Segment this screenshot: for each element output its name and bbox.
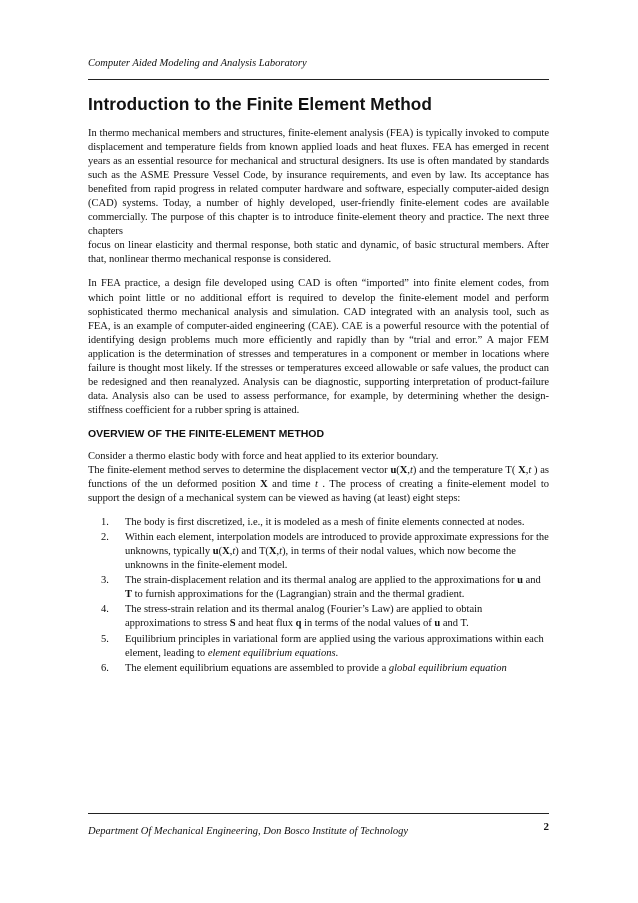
steps-list bbox=[88, 516, 549, 676]
running-header: Computer Aided Modeling and Analysis Laboratory bbox=[88, 58, 307, 69]
list-item: 1. The body is first discretized, i.e., it is modeled as a mesh of finite elements connected at nodes. bbox=[101, 517, 525, 529]
list-item: 6. The element equilibrium equations are assembled to provide a global equilibrium equation bbox=[101, 662, 507, 674]
header-rule bbox=[88, 79, 549, 80]
overview-heading: OVERVIEW OF THE FINITE-ELEMENT METHOD bbox=[88, 427, 325, 440]
overview-paragraph: The finite-element method serves to determine the displacement vector u(X,t) and the temperature T( X,t ) as functions of the un deformed position X and time t . The process of creating a finite-element model to support the design of a mechanical system can be viewed as having (at least) eight steps: bbox=[88, 464, 550, 505]
intro-paragraph-2: focus on linear elasticity and thermal response, both static and dynamic, of basic structural members. After that, nonlinear thermo mechanical response is considered. bbox=[88, 240, 549, 266]
footer-text: Department Of Mechanical Engineering, Don Bosco Institute of Technology bbox=[88, 826, 409, 837]
list-item: 4. The stress-strain relation and its thermal analog (Fourier’s Law) are applied to obtain approximations to stress S and heat flux q in terms of the nodal values of u and T. bbox=[101, 604, 483, 630]
footer-rule bbox=[88, 813, 549, 814]
intro-paragraph-1: In thermo mechanical members and structures, finite-element analysis (FEA) is typically invoked to compute displacement and temperature fields from known applied loads and heat fluxes. FEA has emerged in recent years as an essential resource for mechanical and structural designers. Its use is often mandated by standards such as the ASME Pressure Vessel Code, by insurance requirements, and even by law. Its acceptance has benefited from rapid progress in related computer hardware and software, especially computer-aided design (CAD) systems. Today, a number of highly developed, user-friendly finite-element codes are available commercially. The purpose of this chapter is to introduce finite-element theory and practice. The next three chapters bbox=[88, 128, 549, 238]
list-item: 3. The strain-displacement relation and its thermal analog are applied to the approximations for u and T to furnish approximations for the (Lagrangian) strain and the thermal gradient. bbox=[101, 575, 541, 601]
page-footer bbox=[88, 813, 549, 839]
fea-practice-paragraph: In FEA practice, a design file developed using CAD is often “imported” into finite element codes, from which point little or no additional effort is required to develop the finite-element model and perform sophisticated thermo mechanical analysis and simulation. CAD integrated with an analysis tool, such as FEA, is an example of computer-aided engineering (CAE). CAE is a powerful resource with the potential of identifying design problems much more efficiently and rapidly than by “trial and error.” A major FEM application is the determination of stresses and temperatures in a component or member in locations where failure is thought most likely. If the stresses or temperatures exceed allowable or safe values, the product can be redesigned and then reanalyzed. Analysis can be diagnostic, supporting interpretation of product-failure data. Analysis also can be used to assess performance, for example, by determining whether the design-stiffness coefficient for a rubber spring is attained. bbox=[88, 278, 549, 416]
page-number: 2 bbox=[543, 821, 549, 833]
page-title: Introduction to the Finite Element Method bbox=[88, 94, 433, 114]
overview-line-1: Consider a thermo elastic body with force and heat applied to its exterior boundary. bbox=[88, 450, 439, 462]
list-item: 5. Equilibrium principles in variational form are applied using the various approximations within each element, leading to element equilibrium equations. bbox=[101, 633, 544, 659]
page-content bbox=[88, 58, 549, 677]
list-item: 2. Within each element, interpolation models are introduced to provide approximate expressions for the unknowns, typically u(X,t) and T(X,t), in terms of their nodal values, which now become the unknowns in the finite-element model. bbox=[101, 532, 549, 572]
